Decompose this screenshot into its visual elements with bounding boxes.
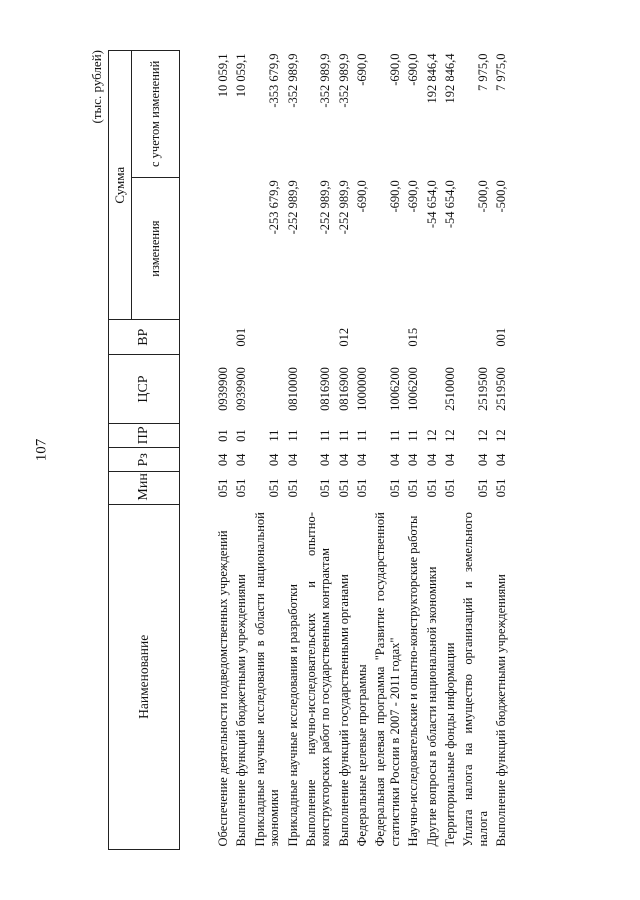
cell-total: -690,0: [355, 53, 369, 86]
cell-pr: 11: [387, 429, 402, 442]
cell-csr: [249, 354, 282, 423]
cell-vr: 015: [406, 327, 421, 347]
cell-name: Прикладные научные исследования и разработки: [285, 584, 300, 847]
header-with-changes: с учетом изменений: [132, 51, 180, 178]
cell-min: 051: [406, 478, 421, 498]
cell-vr: [457, 320, 490, 355]
cell-csr: 0939900: [234, 367, 249, 411]
table-row: [439, 51, 457, 850]
cell-vr: 012: [336, 327, 351, 347]
cell-change: -54 654,0: [424, 180, 439, 229]
cell-total: 10 059,1: [216, 53, 230, 98]
header-vr: ВР: [109, 320, 180, 355]
cell-change: -500,0: [494, 180, 508, 213]
cell-min: 051: [475, 478, 490, 498]
cell-rz: 04: [336, 453, 351, 467]
cell-csr: 2519500: [494, 367, 508, 411]
unit-label: (тыс. рублей): [89, 50, 104, 124]
table-row: [421, 51, 439, 850]
cell-csr: 1006200: [406, 367, 421, 411]
cell-change: -690,0: [387, 180, 402, 213]
table-row: [282, 51, 300, 850]
cell-change: -690,0: [355, 180, 369, 213]
table-row: [369, 51, 402, 850]
cell-total: 7 975,0: [494, 53, 508, 91]
cell-change: -500,0: [475, 180, 490, 213]
cell-pr: 12: [494, 429, 508, 442]
cell-change: -54 654,0: [442, 180, 457, 229]
cell-csr: 0810000: [285, 367, 300, 411]
cell-total: -353 679,9: [267, 53, 282, 108]
cell-vr: 001: [494, 327, 508, 347]
cell-rz: 04: [267, 453, 282, 467]
cell-change: -252 989,9: [318, 180, 333, 235]
cell-vr: [439, 320, 457, 355]
cell-csr: 0939900: [216, 367, 230, 411]
cell-rz: 04: [216, 453, 230, 467]
cell-csr: 0816900: [318, 367, 333, 411]
cell-vr: [421, 320, 439, 355]
cell-min: 051: [387, 478, 402, 498]
cell-rz: 04: [406, 453, 421, 467]
cell-total: 7 975,0: [475, 53, 490, 91]
cell-rz: 04: [234, 453, 249, 467]
rotated-document: [90, 50, 590, 850]
cell-min: 051: [234, 478, 249, 498]
cell-pr: 11: [285, 429, 300, 442]
cell-vr: [180, 320, 231, 355]
cell-vr: [282, 320, 300, 355]
table-row: [402, 51, 420, 850]
header-rz: Рз: [109, 448, 180, 472]
cell-change: -253 679,9: [267, 180, 282, 235]
cell-total: -690,0: [387, 53, 402, 86]
cell-total: -352 989,9: [318, 53, 333, 108]
cell-csr: [421, 354, 439, 423]
cell-rz: 04: [355, 453, 369, 467]
cell-min: 051: [424, 478, 439, 498]
cell-change: [230, 177, 248, 320]
table-body: [180, 51, 509, 850]
cell-total: -352 989,9: [336, 53, 351, 108]
table-row: [351, 51, 369, 850]
cell-rz: 04: [494, 453, 508, 467]
cell-min: 051: [494, 478, 508, 498]
cell-vr: 001: [234, 327, 249, 347]
cell-name: Территориальные фонды информации: [442, 642, 457, 847]
cell-change: -252 989,9: [285, 180, 300, 235]
cell-csr: 1000000: [355, 367, 369, 411]
cell-pr: 11: [355, 429, 369, 442]
cell-rz: 04: [318, 453, 333, 467]
cell-name: Выполнение функций бюджетными учреждениями: [494, 574, 508, 847]
cell-change: -690,0: [406, 180, 421, 213]
header-min: Мин: [109, 472, 180, 504]
cell-min: 051: [216, 478, 230, 498]
table-row: [333, 51, 351, 850]
cell-min: 051: [336, 478, 351, 498]
cell-name: Выполнение функций государственными органами: [336, 574, 351, 847]
cell-pr: 11: [406, 429, 421, 442]
table-row: [180, 51, 231, 850]
cell-total: 192 846,4: [442, 53, 457, 104]
table-header: [109, 51, 180, 850]
page-number: 107: [33, 438, 50, 462]
table-row: [457, 51, 490, 850]
cell-min: 051: [285, 478, 300, 498]
header-changes: изменения: [132, 177, 180, 320]
cell-csr: 2519500: [475, 367, 490, 411]
cell-min: 051: [355, 478, 369, 498]
cell-rz: 04: [285, 453, 300, 467]
cell-rz: 04: [387, 453, 402, 467]
cell-pr: 01: [234, 429, 249, 442]
cell-csr: 0816900: [336, 367, 351, 411]
header-pr: ПР: [109, 424, 180, 448]
cell-pr: 11: [318, 429, 333, 442]
cell-pr: 12: [424, 429, 439, 442]
cell-pr: 11: [336, 429, 351, 442]
cell-rz: 04: [424, 453, 439, 467]
table-row: [230, 51, 248, 850]
cell-pr: 01: [216, 429, 230, 442]
cell-pr: 12: [475, 429, 490, 442]
cell-change: [180, 177, 231, 320]
table-row: [490, 51, 508, 850]
header-sum: Сумма: [109, 51, 132, 320]
cell-csr: 2510000: [442, 367, 457, 411]
cell-csr: 1006200: [387, 367, 402, 411]
cell-name: Прикладные научные исследования в области национальной экономики: [252, 512, 282, 847]
cell-name: Выполнение функций бюджетными учреждениями: [234, 574, 249, 847]
cell-name: Научно-исследовательские и опытно-конструкторские работы: [406, 515, 421, 847]
cell-total: 192 846,4: [424, 53, 439, 104]
cell-min: 051: [318, 478, 333, 498]
cell-vr: [351, 320, 369, 355]
cell-name: Выполнение научно-исследовательских и опытно-конструкторских работ по государственным контрактам: [303, 512, 333, 847]
cell-total: -690,0: [406, 53, 421, 86]
cell-pr: 11: [267, 429, 282, 442]
cell-name: Федеральная целевая программа "Развитие государственной статистики России в 2007 - 2011 годах": [373, 512, 402, 847]
cell-pr: 12: [442, 429, 457, 442]
cell-name: Обеспечение деятельности подведомственных учреждений: [216, 530, 230, 847]
header-csr: ЦСР: [109, 354, 180, 423]
cell-change: -252 989,9: [336, 180, 351, 235]
cell-rz: 04: [475, 453, 490, 467]
cell-vr: [249, 320, 282, 355]
cell-rz: 04: [442, 453, 457, 467]
cell-min: 051: [442, 478, 457, 498]
cell-min: 051: [267, 478, 282, 498]
cell-total: 10 059,1: [234, 53, 249, 98]
table-row: [249, 51, 282, 850]
cell-name: Федеральные целевые программы: [355, 664, 369, 847]
table-row: [300, 51, 333, 850]
header-name: Наименование: [109, 504, 180, 849]
cell-total: -352 989,9: [285, 53, 300, 108]
cell-vr: [369, 320, 402, 355]
cell-name: Уплата налога на имущество организаций и земельного налога: [461, 512, 490, 847]
cell-vr: [300, 320, 333, 355]
cell-name: Другие вопросы в области национальной экономики: [424, 566, 439, 847]
budget-table: [108, 50, 508, 850]
